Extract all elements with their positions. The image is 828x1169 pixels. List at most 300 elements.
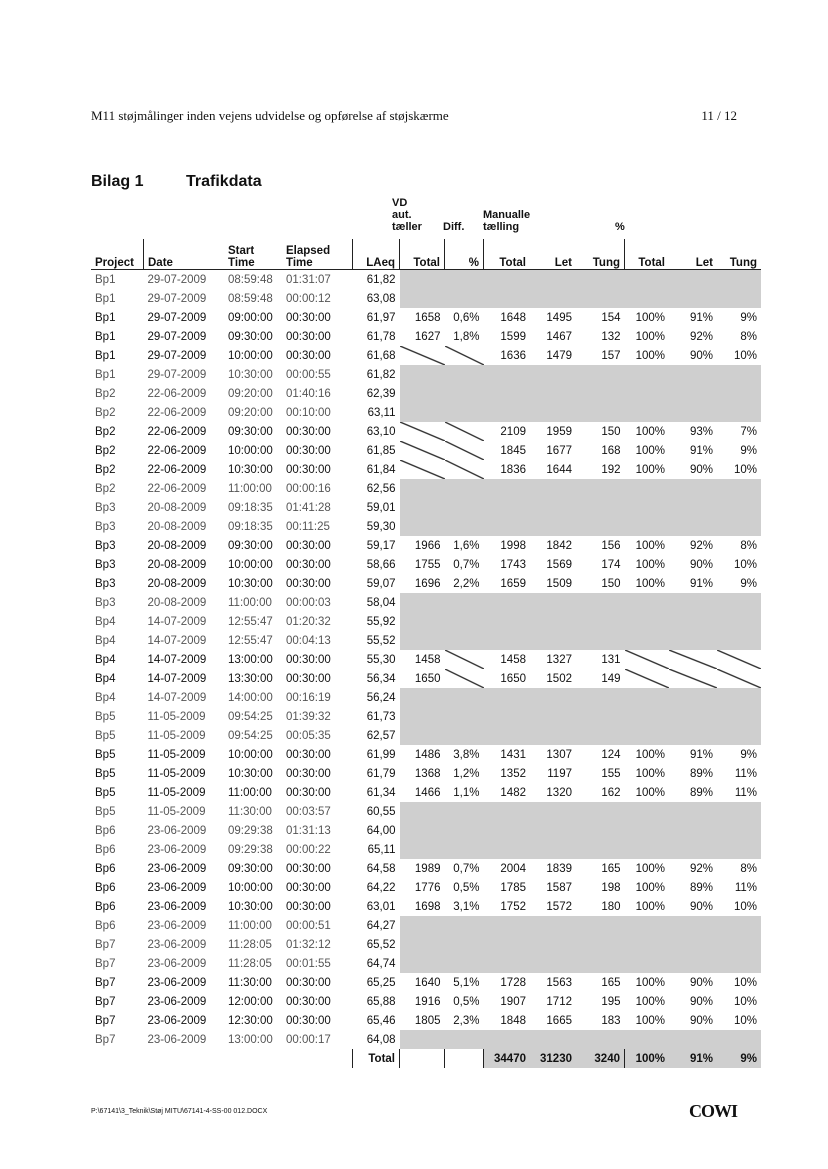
table-row bbox=[91, 916, 761, 935]
table-cell bbox=[530, 270, 576, 290]
table-cell bbox=[625, 821, 670, 840]
table-cell: 09:00:00 bbox=[228, 311, 273, 324]
table-cell: 91% bbox=[689, 577, 713, 590]
total-cell bbox=[224, 1049, 282, 1068]
table-cell bbox=[530, 403, 576, 422]
table-cell: 174 bbox=[601, 558, 621, 571]
table-cell bbox=[625, 916, 670, 935]
table-cell bbox=[484, 517, 531, 536]
table-row bbox=[91, 422, 761, 441]
table-cell: 09:30:00 bbox=[228, 425, 273, 438]
table-cell bbox=[530, 365, 576, 384]
table-cell: 61,84 bbox=[366, 463, 396, 476]
table-cell: Bp1 bbox=[95, 273, 116, 286]
table-cell bbox=[400, 289, 445, 308]
table-cell bbox=[576, 403, 625, 422]
table-cell: Bp1 bbox=[95, 330, 116, 343]
table-cell: 09:20:00 bbox=[228, 406, 273, 419]
table-cell: 01:31:13 bbox=[286, 824, 331, 837]
table-cell bbox=[717, 270, 761, 290]
table-cell: 89% bbox=[689, 767, 713, 780]
table-cell bbox=[625, 688, 670, 707]
table-cell: 29-07-2009 bbox=[147, 311, 207, 324]
table-cell bbox=[576, 612, 625, 631]
table-cell bbox=[576, 631, 625, 650]
table-cell bbox=[400, 460, 445, 479]
table-cell: 1644 bbox=[546, 463, 572, 476]
table-cell bbox=[669, 517, 717, 536]
table-cell: 29-07-2009 bbox=[147, 292, 207, 305]
table-cell bbox=[625, 479, 670, 498]
table-cell: 00:00:17 bbox=[286, 1033, 331, 1046]
table-cell bbox=[717, 479, 761, 498]
table-cell: 1352 bbox=[500, 767, 526, 780]
table-cell: Bp3 bbox=[95, 501, 116, 514]
table-cell bbox=[484, 270, 531, 290]
table-cell: 1907 bbox=[500, 995, 526, 1008]
table-cell: 00:30:00 bbox=[286, 349, 331, 362]
table-cell bbox=[669, 384, 717, 403]
table-cell bbox=[530, 631, 576, 650]
table-cell: 91% bbox=[689, 748, 713, 761]
table-cell bbox=[484, 688, 531, 707]
table-cell: 1368 bbox=[414, 767, 441, 780]
table-cell: 09:54:25 bbox=[228, 710, 273, 723]
table-cell bbox=[400, 612, 445, 631]
table-cell bbox=[625, 384, 670, 403]
total-cell: 9% bbox=[717, 1049, 761, 1068]
table-cell bbox=[625, 669, 670, 688]
table-cell: 14-07-2009 bbox=[147, 634, 207, 647]
table-cell: Bp3 bbox=[95, 539, 116, 552]
table-cell: 1755 bbox=[414, 558, 441, 571]
table-cell: 100% bbox=[635, 748, 665, 761]
table-row bbox=[91, 346, 761, 365]
table-cell bbox=[576, 916, 625, 935]
table-cell: 65,88 bbox=[366, 995, 396, 1008]
table-cell: 1,2% bbox=[453, 767, 480, 780]
table-cell bbox=[669, 726, 717, 745]
table-cell: 1,6% bbox=[453, 539, 480, 552]
total-cell: 91% bbox=[669, 1049, 717, 1068]
table-cell: 00:30:00 bbox=[286, 539, 331, 552]
table-cell: 23-06-2009 bbox=[147, 862, 207, 875]
table-cell: Bp3 bbox=[95, 577, 116, 590]
table-cell bbox=[717, 821, 761, 840]
table-cell: 09:54:25 bbox=[228, 729, 273, 742]
table-cell: 150 bbox=[601, 425, 621, 438]
table-cell: 1466 bbox=[414, 786, 441, 799]
table-cell: 00:30:00 bbox=[286, 995, 331, 1008]
table-cell: 132 bbox=[601, 330, 621, 343]
table-cell: 1698 bbox=[414, 900, 441, 913]
table-cell: 00:30:00 bbox=[286, 444, 331, 457]
table-cell bbox=[625, 517, 670, 536]
table-cell bbox=[530, 612, 576, 631]
table-row bbox=[91, 517, 761, 536]
table-cell bbox=[669, 802, 717, 821]
table-cell: 29-07-2009 bbox=[147, 349, 207, 362]
table-cell bbox=[445, 1030, 484, 1049]
table-cell: 8% bbox=[740, 539, 757, 552]
table-cell: 10:00:00 bbox=[228, 444, 273, 457]
table-cell: 65,52 bbox=[366, 938, 396, 951]
table-cell: 1776 bbox=[414, 881, 441, 894]
table-cell: 8% bbox=[740, 862, 757, 875]
table-cell: 12:30:00 bbox=[228, 1014, 273, 1027]
table-cell: 09:18:35 bbox=[228, 501, 273, 514]
table-cell: 64,74 bbox=[366, 957, 396, 970]
table-cell: 63,10 bbox=[366, 425, 396, 438]
table-cell: 63,01 bbox=[366, 900, 396, 913]
table-cell: 11% bbox=[734, 786, 757, 799]
table-cell: 22-06-2009 bbox=[147, 425, 207, 438]
table-cell: Bp6 bbox=[95, 919, 116, 932]
column-header: Date bbox=[144, 239, 225, 270]
column-header: Let bbox=[530, 239, 576, 270]
table-cell: 09:30:00 bbox=[228, 862, 273, 875]
table-cell bbox=[445, 441, 484, 460]
table-cell bbox=[445, 422, 484, 441]
table-cell: 29-07-2009 bbox=[147, 273, 207, 286]
table-cell: 162 bbox=[601, 786, 621, 799]
group-diff: Diff. bbox=[443, 221, 465, 233]
table-row bbox=[91, 802, 761, 821]
table-cell: 1659 bbox=[500, 577, 526, 590]
table-cell bbox=[669, 403, 717, 422]
table-cell: 00:04:13 bbox=[286, 634, 331, 647]
table-cell: 156 bbox=[601, 539, 621, 552]
table-cell bbox=[717, 707, 761, 726]
table-cell bbox=[530, 384, 576, 403]
table-cell: 149 bbox=[601, 672, 621, 685]
table-cell: 00:30:00 bbox=[286, 577, 331, 590]
table-cell bbox=[484, 954, 531, 973]
table-row bbox=[91, 878, 761, 897]
total-cell bbox=[144, 1049, 225, 1068]
table-cell bbox=[484, 631, 531, 650]
table-cell: 64,58 bbox=[366, 862, 396, 875]
footer-path: P:\67141\3_Teknik\Støj MITU\67141-4-SS-00 012.DOCX bbox=[91, 1108, 268, 1115]
table-cell bbox=[576, 270, 625, 290]
table-cell: 180 bbox=[601, 900, 621, 913]
table-cell: Bp3 bbox=[95, 596, 116, 609]
table-cell: 64,00 bbox=[366, 824, 396, 837]
table-cell: 91% bbox=[689, 311, 713, 324]
table-row bbox=[91, 498, 761, 517]
table-cell bbox=[445, 688, 484, 707]
table-cell: 1627 bbox=[414, 330, 441, 343]
table-cell: 10% bbox=[733, 976, 757, 989]
table-cell bbox=[484, 498, 531, 517]
table-cell bbox=[484, 612, 531, 631]
table-cell bbox=[530, 1030, 576, 1049]
table-cell: 100% bbox=[635, 881, 665, 894]
table-cell bbox=[669, 688, 717, 707]
table-cell: 92% bbox=[689, 539, 713, 552]
table-cell: 1502 bbox=[546, 672, 572, 685]
table-row bbox=[91, 669, 761, 688]
table-cell: 00:30:00 bbox=[286, 881, 331, 894]
table-cell: Bp7 bbox=[95, 957, 116, 970]
table-cell: 1785 bbox=[500, 881, 526, 894]
table-cell: 100% bbox=[635, 558, 665, 571]
table-cell: 00:30:00 bbox=[286, 748, 331, 761]
page-header bbox=[91, 108, 737, 124]
table-row bbox=[91, 441, 761, 460]
table-cell: 11-05-2009 bbox=[147, 767, 206, 780]
table-cell: 20-08-2009 bbox=[147, 558, 207, 571]
table-cell: 00:11:25 bbox=[286, 520, 330, 533]
table-cell: 00:10:00 bbox=[286, 406, 331, 419]
table-cell: 09:30:00 bbox=[228, 539, 273, 552]
table-cell: 89% bbox=[689, 786, 713, 799]
table-cell bbox=[669, 289, 717, 308]
table-cell: 00:30:00 bbox=[286, 672, 331, 685]
table-row bbox=[91, 783, 761, 802]
table-cell bbox=[625, 365, 670, 384]
table-cell: 22-06-2009 bbox=[147, 444, 207, 457]
table-cell: Bp5 bbox=[95, 786, 116, 799]
table-cell: 1431 bbox=[500, 748, 526, 761]
table-cell: 00:00:16 bbox=[286, 482, 331, 495]
table-cell: Bp7 bbox=[95, 995, 116, 1008]
table-cell bbox=[400, 365, 445, 384]
table-cell: 100% bbox=[635, 577, 665, 590]
table-cell: 2004 bbox=[500, 862, 526, 875]
table-cell: 23-06-2009 bbox=[147, 824, 207, 837]
table-cell: 61,99 bbox=[366, 748, 396, 761]
table-cell bbox=[717, 365, 761, 384]
table-row bbox=[91, 954, 761, 973]
table-cell bbox=[400, 441, 445, 460]
table-cell bbox=[530, 726, 576, 745]
table-cell: 89% bbox=[689, 881, 713, 894]
table-cell: 00:30:00 bbox=[286, 311, 331, 324]
table-cell: Bp2 bbox=[95, 425, 116, 438]
table-cell: 10% bbox=[733, 349, 757, 362]
table-cell: 1640 bbox=[414, 976, 441, 989]
table-cell: 1320 bbox=[546, 786, 572, 799]
table-row bbox=[91, 1030, 761, 1049]
table-cell: 11-05-2009 bbox=[147, 710, 206, 723]
table-cell bbox=[717, 593, 761, 612]
table-cell: 00:00:03 bbox=[286, 596, 331, 609]
table-cell bbox=[445, 517, 484, 536]
table-cell: 13:00:00 bbox=[228, 653, 273, 666]
table-cell: 20-08-2009 bbox=[147, 539, 207, 552]
table-cell: 1482 bbox=[500, 786, 526, 799]
table-row bbox=[91, 574, 761, 593]
table-cell: 10% bbox=[733, 1014, 757, 1027]
table-cell bbox=[445, 289, 484, 308]
table-cell: 10:30:00 bbox=[228, 368, 273, 381]
table-cell: 11:30:00 bbox=[228, 976, 272, 989]
table-cell: Bp5 bbox=[95, 748, 116, 761]
table-cell: Bp2 bbox=[95, 482, 116, 495]
table-row bbox=[91, 536, 761, 555]
table-cell bbox=[625, 631, 670, 650]
table-cell: 20-08-2009 bbox=[147, 596, 207, 609]
table-cell bbox=[625, 840, 670, 859]
table-cell: 100% bbox=[635, 349, 665, 362]
total-cell: 100% bbox=[625, 1049, 670, 1068]
table-cell: 58,04 bbox=[366, 596, 396, 609]
table-cell: 01:20:32 bbox=[286, 615, 331, 628]
table-cell: 131 bbox=[601, 653, 621, 666]
table-cell bbox=[445, 593, 484, 612]
table-cell: 00:30:00 bbox=[286, 900, 331, 913]
table-cell bbox=[669, 612, 717, 631]
table-cell: 165 bbox=[601, 976, 621, 989]
table-cell: 195 bbox=[601, 995, 621, 1008]
table-cell bbox=[625, 498, 670, 517]
table-cell: 62,56 bbox=[366, 482, 396, 495]
table-cell bbox=[445, 916, 484, 935]
table-cell: 09:29:38 bbox=[228, 824, 273, 837]
table-cell bbox=[625, 935, 670, 954]
table-cell: 1197 bbox=[547, 767, 572, 780]
table-cell: 198 bbox=[601, 881, 621, 894]
table-cell bbox=[445, 403, 484, 422]
table-cell bbox=[717, 688, 761, 707]
table-cell: 55,30 bbox=[366, 653, 396, 666]
table-cell bbox=[400, 1030, 445, 1049]
table-cell bbox=[445, 631, 484, 650]
table-cell: Bp1 bbox=[95, 311, 116, 324]
table-row bbox=[91, 821, 761, 840]
column-header: Total bbox=[400, 239, 445, 270]
table-cell bbox=[669, 954, 717, 973]
table-cell: 01:31:07 bbox=[286, 273, 331, 286]
table-cell: 22-06-2009 bbox=[147, 406, 207, 419]
table-cell: 1845 bbox=[500, 444, 526, 457]
table-cell: 0,7% bbox=[453, 558, 480, 571]
column-header: Tung bbox=[576, 239, 625, 270]
table-cell: 90% bbox=[689, 976, 713, 989]
table-cell: 56,24 bbox=[366, 691, 396, 704]
table-cell: 10:30:00 bbox=[228, 900, 273, 913]
table-cell: 10% bbox=[733, 558, 757, 571]
table-cell: 61,79 bbox=[366, 767, 396, 780]
table-row bbox=[91, 650, 761, 669]
column-header: Tung bbox=[717, 239, 761, 270]
table-cell: 100% bbox=[635, 862, 665, 875]
table-cell: 61,68 bbox=[366, 349, 396, 362]
table-cell: 183 bbox=[601, 1014, 621, 1027]
table-cell bbox=[445, 498, 484, 517]
appendix-title: Trafikdata bbox=[186, 173, 262, 190]
table-cell: 10:00:00 bbox=[228, 349, 273, 362]
table-row bbox=[91, 973, 761, 992]
table-cell bbox=[669, 650, 717, 669]
table-cell bbox=[576, 479, 625, 498]
table-cell bbox=[669, 498, 717, 517]
table-cell: 00:05:35 bbox=[286, 729, 331, 742]
table-cell: 20-08-2009 bbox=[147, 501, 207, 514]
table-cell: 1743 bbox=[500, 558, 526, 571]
table-cell: 23-06-2009 bbox=[147, 881, 207, 894]
table-cell: 12:55:47 bbox=[228, 634, 273, 647]
table-cell: 100% bbox=[635, 425, 665, 438]
table-cell: 1989 bbox=[414, 862, 441, 875]
total-cell: Total bbox=[353, 1049, 400, 1068]
table-cell: 10% bbox=[733, 900, 757, 913]
table-cell bbox=[400, 498, 445, 517]
table-cell: 61,85 bbox=[366, 444, 396, 457]
table-cell: 61,78 bbox=[366, 330, 396, 343]
table-cell: 91% bbox=[689, 444, 713, 457]
table-cell: 22-06-2009 bbox=[147, 463, 207, 476]
table-cell bbox=[484, 916, 531, 935]
table-cell bbox=[530, 954, 576, 973]
table-cell: Bp5 bbox=[95, 710, 116, 723]
table-cell bbox=[445, 954, 484, 973]
table-cell: 62,57 bbox=[366, 729, 396, 742]
table-cell: 1658 bbox=[414, 311, 441, 324]
table-cell: 14:00:00 bbox=[228, 691, 273, 704]
table-cell: 00:01:55 bbox=[286, 957, 331, 970]
table-cell: Bp7 bbox=[95, 938, 116, 951]
table-cell: 11:00:00 bbox=[228, 596, 272, 609]
column-header: % bbox=[445, 239, 484, 270]
table-cell: 1696 bbox=[414, 577, 441, 590]
table-cell: 90% bbox=[689, 463, 713, 476]
table-cell: 61,97 bbox=[366, 311, 396, 324]
table-cell: 08:59:48 bbox=[228, 273, 273, 286]
table-cell: 1712 bbox=[546, 995, 572, 1008]
table-cell: 1563 bbox=[546, 976, 572, 989]
table-cell: 9% bbox=[740, 444, 757, 457]
table-cell: 168 bbox=[601, 444, 621, 457]
table-cell: 14-07-2009 bbox=[147, 672, 207, 685]
table-cell bbox=[445, 707, 484, 726]
table-cell: 11-05-2009 bbox=[147, 729, 206, 742]
table-cell: 9% bbox=[740, 748, 757, 761]
table-cell bbox=[625, 593, 670, 612]
table-cell bbox=[669, 669, 717, 688]
table-cell bbox=[530, 935, 576, 954]
table-cell: 23-06-2009 bbox=[147, 976, 207, 989]
table-cell: Bp4 bbox=[95, 691, 116, 704]
table-cell: 00:30:00 bbox=[286, 653, 331, 666]
table-cell bbox=[400, 270, 445, 290]
table-cell: Bp6 bbox=[95, 824, 116, 837]
table-cell bbox=[484, 935, 531, 954]
table-cell: 1959 bbox=[546, 425, 572, 438]
table-cell: 59,17 bbox=[366, 539, 396, 552]
table-cell bbox=[400, 631, 445, 650]
table-cell bbox=[400, 479, 445, 498]
document-title: M11 støjmålinger inden vejens udvidelse og opførelse af støjskærme bbox=[91, 108, 449, 123]
table-cell: 3,8% bbox=[453, 748, 480, 761]
table-cell: 165 bbox=[601, 862, 621, 875]
table-cell: 20-08-2009 bbox=[147, 577, 207, 590]
table-cell: 11:00:00 bbox=[228, 919, 272, 932]
table-cell: 23-06-2009 bbox=[147, 1033, 207, 1046]
table-cell bbox=[445, 935, 484, 954]
table-cell bbox=[717, 403, 761, 422]
table-cell: 20-08-2009 bbox=[147, 520, 207, 533]
table-cell: 59,07 bbox=[366, 577, 396, 590]
table-cell: Bp4 bbox=[95, 672, 116, 685]
table-cell: 8% bbox=[740, 330, 757, 343]
table-cell bbox=[576, 1030, 625, 1049]
table-cell: 90% bbox=[689, 558, 713, 571]
table-row bbox=[91, 707, 761, 726]
table-cell: 1599 bbox=[500, 330, 526, 343]
table-cell: Bp7 bbox=[95, 1033, 116, 1046]
